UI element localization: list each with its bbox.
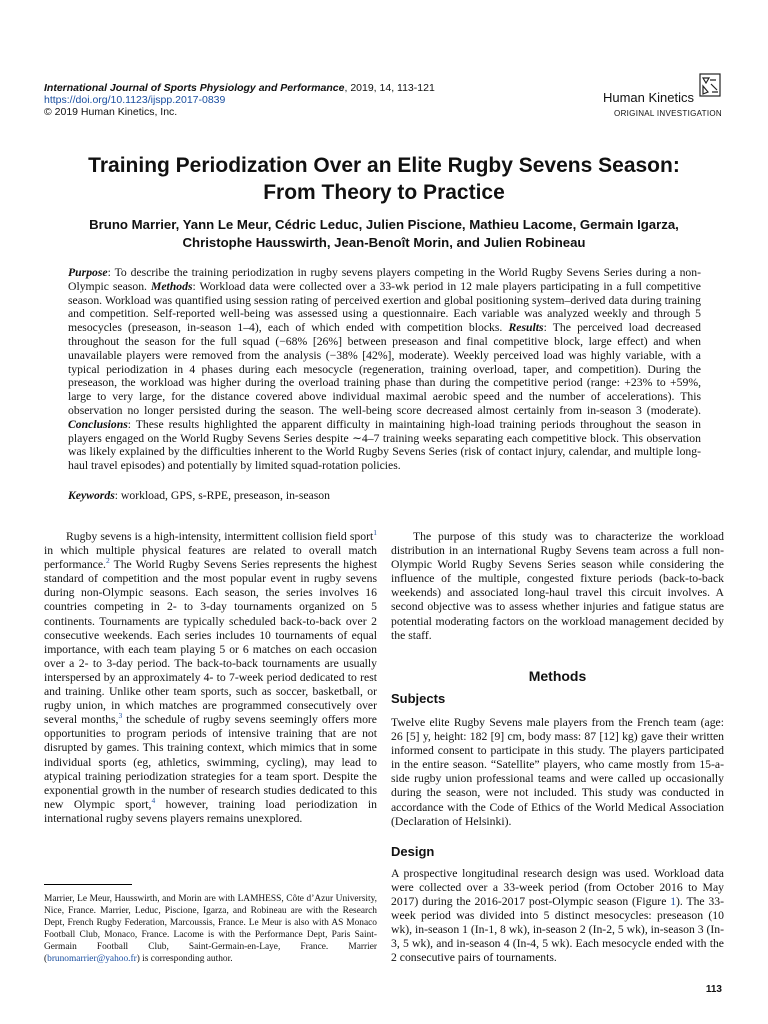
journal-header xyxy=(44,82,435,118)
abstract-methods-label: Methods xyxy=(150,279,193,293)
article-title-line-1: Training Periodization Over an Elite Rugby Sevens Season: xyxy=(88,154,680,177)
human-kinetics-logo-icon xyxy=(698,72,722,98)
author-list-line-1: Bruno Marrier, Yann Le Meur, Cédric Leduc, Julien Piscione, Mathieu Lacome, Germain Igarza, xyxy=(89,217,679,232)
author-list xyxy=(0,216,768,252)
intro-text: the schedule of rugby sevens seemingly offers more opportunities to program periods of intensive training that are not disrupted by games. This training context, which mimics that in some individual sports (eg, athletics, swimming, cycling), may lead to atypical training periodization strategies for a team sport. Despite the exponential growth in the number of research studies dedicated to this new Olympic sport, xyxy=(44,713,377,811)
reference-link[interactable]: 3 xyxy=(118,711,123,721)
footnote-text: ) is corresponding author. xyxy=(136,954,233,964)
article-type: ORIGINAL INVESTIGATION xyxy=(614,109,722,118)
journal-citation: , 2019, 14, 113-121 xyxy=(344,82,435,94)
purpose-paragraph: The purpose of this study was to characterize the workload distribution in an international Rugby Sevens team across a full non-Olympic World Rugby Sevens Series season while considering the influence of the multiple, congested fixture periods (back-to-back weekends) and associated long-haul travel this circuit involves. A second objective was to assess whether injuries and fatigue status are potential moderating factors on the workload management decided by the staff. xyxy=(391,530,724,642)
abstract-methods: : Workload data were collected over a 33-wk period in 12 male players participating in a full competitive season. Workload was quantified using session rating of perceived exertion and global positioning system–derived data during training and competition. Self-reported well-being was assessed using a questionnaire. Each variable was analyzed weekly and through 5 mesocycles (preseason, in-season 1–4), each of which ended with competition blocks. xyxy=(68,279,701,335)
publisher-name: Human Kinetics xyxy=(602,90,694,105)
article-title xyxy=(0,152,768,206)
right-column xyxy=(391,530,724,965)
keywords-list: : workload, GPS, s-RPE, preseason, in-season xyxy=(114,489,330,502)
footnote-text: Marrier, Le Meur, Hausswirth, and Morin are with LAMHESS, Côte d’Azur University, Nice, France. Marrier, Leduc, Piscione, Igarza, and Robineau are with the Research Dept, French Rugby Federation, Marcoussis, France. Le Meur is also with AS Monaco Football Club, Monaco, France. Lacome is with the Performance Dept, Paris Saint-Germain Football Club, Saint-Germain-en-Laye, France. Marrier ( xyxy=(44,894,377,964)
page-number: 113 xyxy=(705,984,722,995)
design-text: ). The 33-week period was divided into 5 distinct mesocycles: preseason (10 wk), in-season 1 (In-1, 8 wk), in-season 2 (In-2, 5 wk), in-season 3 (In-3, 5 wk), and in-season 4 (In-4, 5 wk). Each mesocycle ended with the 2 consecutive pairs of tournaments. xyxy=(391,894,725,965)
abstract-conclusions: : These results highlighted the apparent difficulty in maintaining high-load training periods throughout the season in players engaged on the World Rugby Sevens Series despite ∼4–7 training weeks separating each competitive block. This observation was likely explained by the difficulties inherent to the World Rugby Sevens Series (risk of contact injury, calendar, and multiple long-haul travel episodes) and potentially by limited squad-rotation policies. xyxy=(68,417,701,473)
abstract xyxy=(68,266,701,473)
methods-heading: Methods xyxy=(528,667,587,684)
subjects-paragraph: Twelve elite Rugby Sevens male players from the French team (age: 26 [5] y, height: 182 [9] cm, body mass: 87 [12] kg) gave their written informed consent to participate in this study. The players participated in the entire season. “Satellite” players, who came mostly from 15-a-side rugby union professional teams and were called up occasionally during the season, were not included. This study was conducted in accordance with the Code of Ethics of the World Medical Association (Declaration of Helsinki). xyxy=(391,715,724,828)
publisher-block xyxy=(603,76,722,118)
article-title-line-2: From Theory to Practice xyxy=(263,181,505,204)
figure-link[interactable]: 1 xyxy=(670,894,677,908)
doi-link[interactable]: https://doi.org/10.1123/ijspp.2017-0839 xyxy=(44,94,226,106)
keywords-label: Keywords xyxy=(68,489,115,502)
intro-text: in which multiple physical features are related to overall match performance. xyxy=(44,544,377,572)
keywords xyxy=(68,489,701,503)
affiliation-footnote xyxy=(44,893,377,965)
abstract-results: : The perceived load decreased throughout the season for the full squad (−68% [26%] between preseason and final competitive block, large effect) and when unavailable players were removed from the analysis (−38% [42%], moderate). Weekly perceived load was highly variable, with a typical periodization in 4 phases during each mesocycle (regeneration, training overload, taper, and competition). During the preseason, the workload was higher during the overload training phase than during the competitive period (range: +23% to +59%, large to very large, for the distance covered above individual maximal aerobic speed and the number of accelerations). This observation no longer persisted during the season. The well-being score decreased almost certainly from in-season 3 (moderate). xyxy=(68,321,701,417)
abstract-results-label: Results xyxy=(508,321,544,335)
subjects-heading: Subjects xyxy=(391,690,446,706)
intro-text: however, training load periodization in international rugby sevens players remains unexplored. xyxy=(44,797,378,825)
intro-text: Rugby sevens is a high-intensity, intermittent collision field sport xyxy=(66,530,374,543)
abstract-purpose: : To describe the training periodization in rugby sevens players competing in the World Rugby Sevens Series during a non-Olympic season. xyxy=(68,266,701,293)
intro-paragraph xyxy=(44,530,377,826)
design-paragraph xyxy=(391,867,724,966)
left-column xyxy=(44,530,377,826)
intro-text: The World Rugby Sevens Series represents the highest standard of competition and the most popular event in rugby sevens during non-Olympic seasons. Each season, the series involves 16 countries competing in 2- to 3-day tournaments organized on 5 continents. Tournaments are typically scheduled back-to-back over 2 consecutive weekends. Each series includes 10 tournaments of equal importance, with each team playing 5 or 6 matches on each occasion over a 2- to 3-day period. The back-to-back tournaments are usually interspersed by an approximately 4- to 7-week period dedicated to rest and training. Unlike other team sports, such as soccer, basketball, or rugby union, in which matches are programmed consecutively over several months, xyxy=(44,558,377,727)
abstract-conclusions-label: Conclusions xyxy=(68,417,128,431)
journal-name: International Journal of Sports Physiology and Performance xyxy=(44,82,345,94)
author-list-line-2: Christophe Hausswirth, Jean-Benoît Morin, and Julien Robineau xyxy=(182,235,586,250)
reference-link[interactable]: 1 xyxy=(373,528,377,538)
copyright: © 2019 Human Kinetics, Inc. xyxy=(44,106,178,118)
design-heading: Design xyxy=(391,843,435,859)
abstract-purpose-label: Purpose xyxy=(68,266,108,279)
email-link[interactable]: brunomarrier@yahoo.fr xyxy=(47,954,137,964)
reference-link[interactable]: 2 xyxy=(105,556,110,566)
reference-link[interactable]: 4 xyxy=(151,795,156,805)
design-text: A prospective longitudinal research design was used. Workload data were collected over a 33-week period (from October 2016 to May 2017) during the 2016-2017 post-Olympic season (Figure xyxy=(391,866,724,908)
footnote-divider xyxy=(44,884,132,885)
